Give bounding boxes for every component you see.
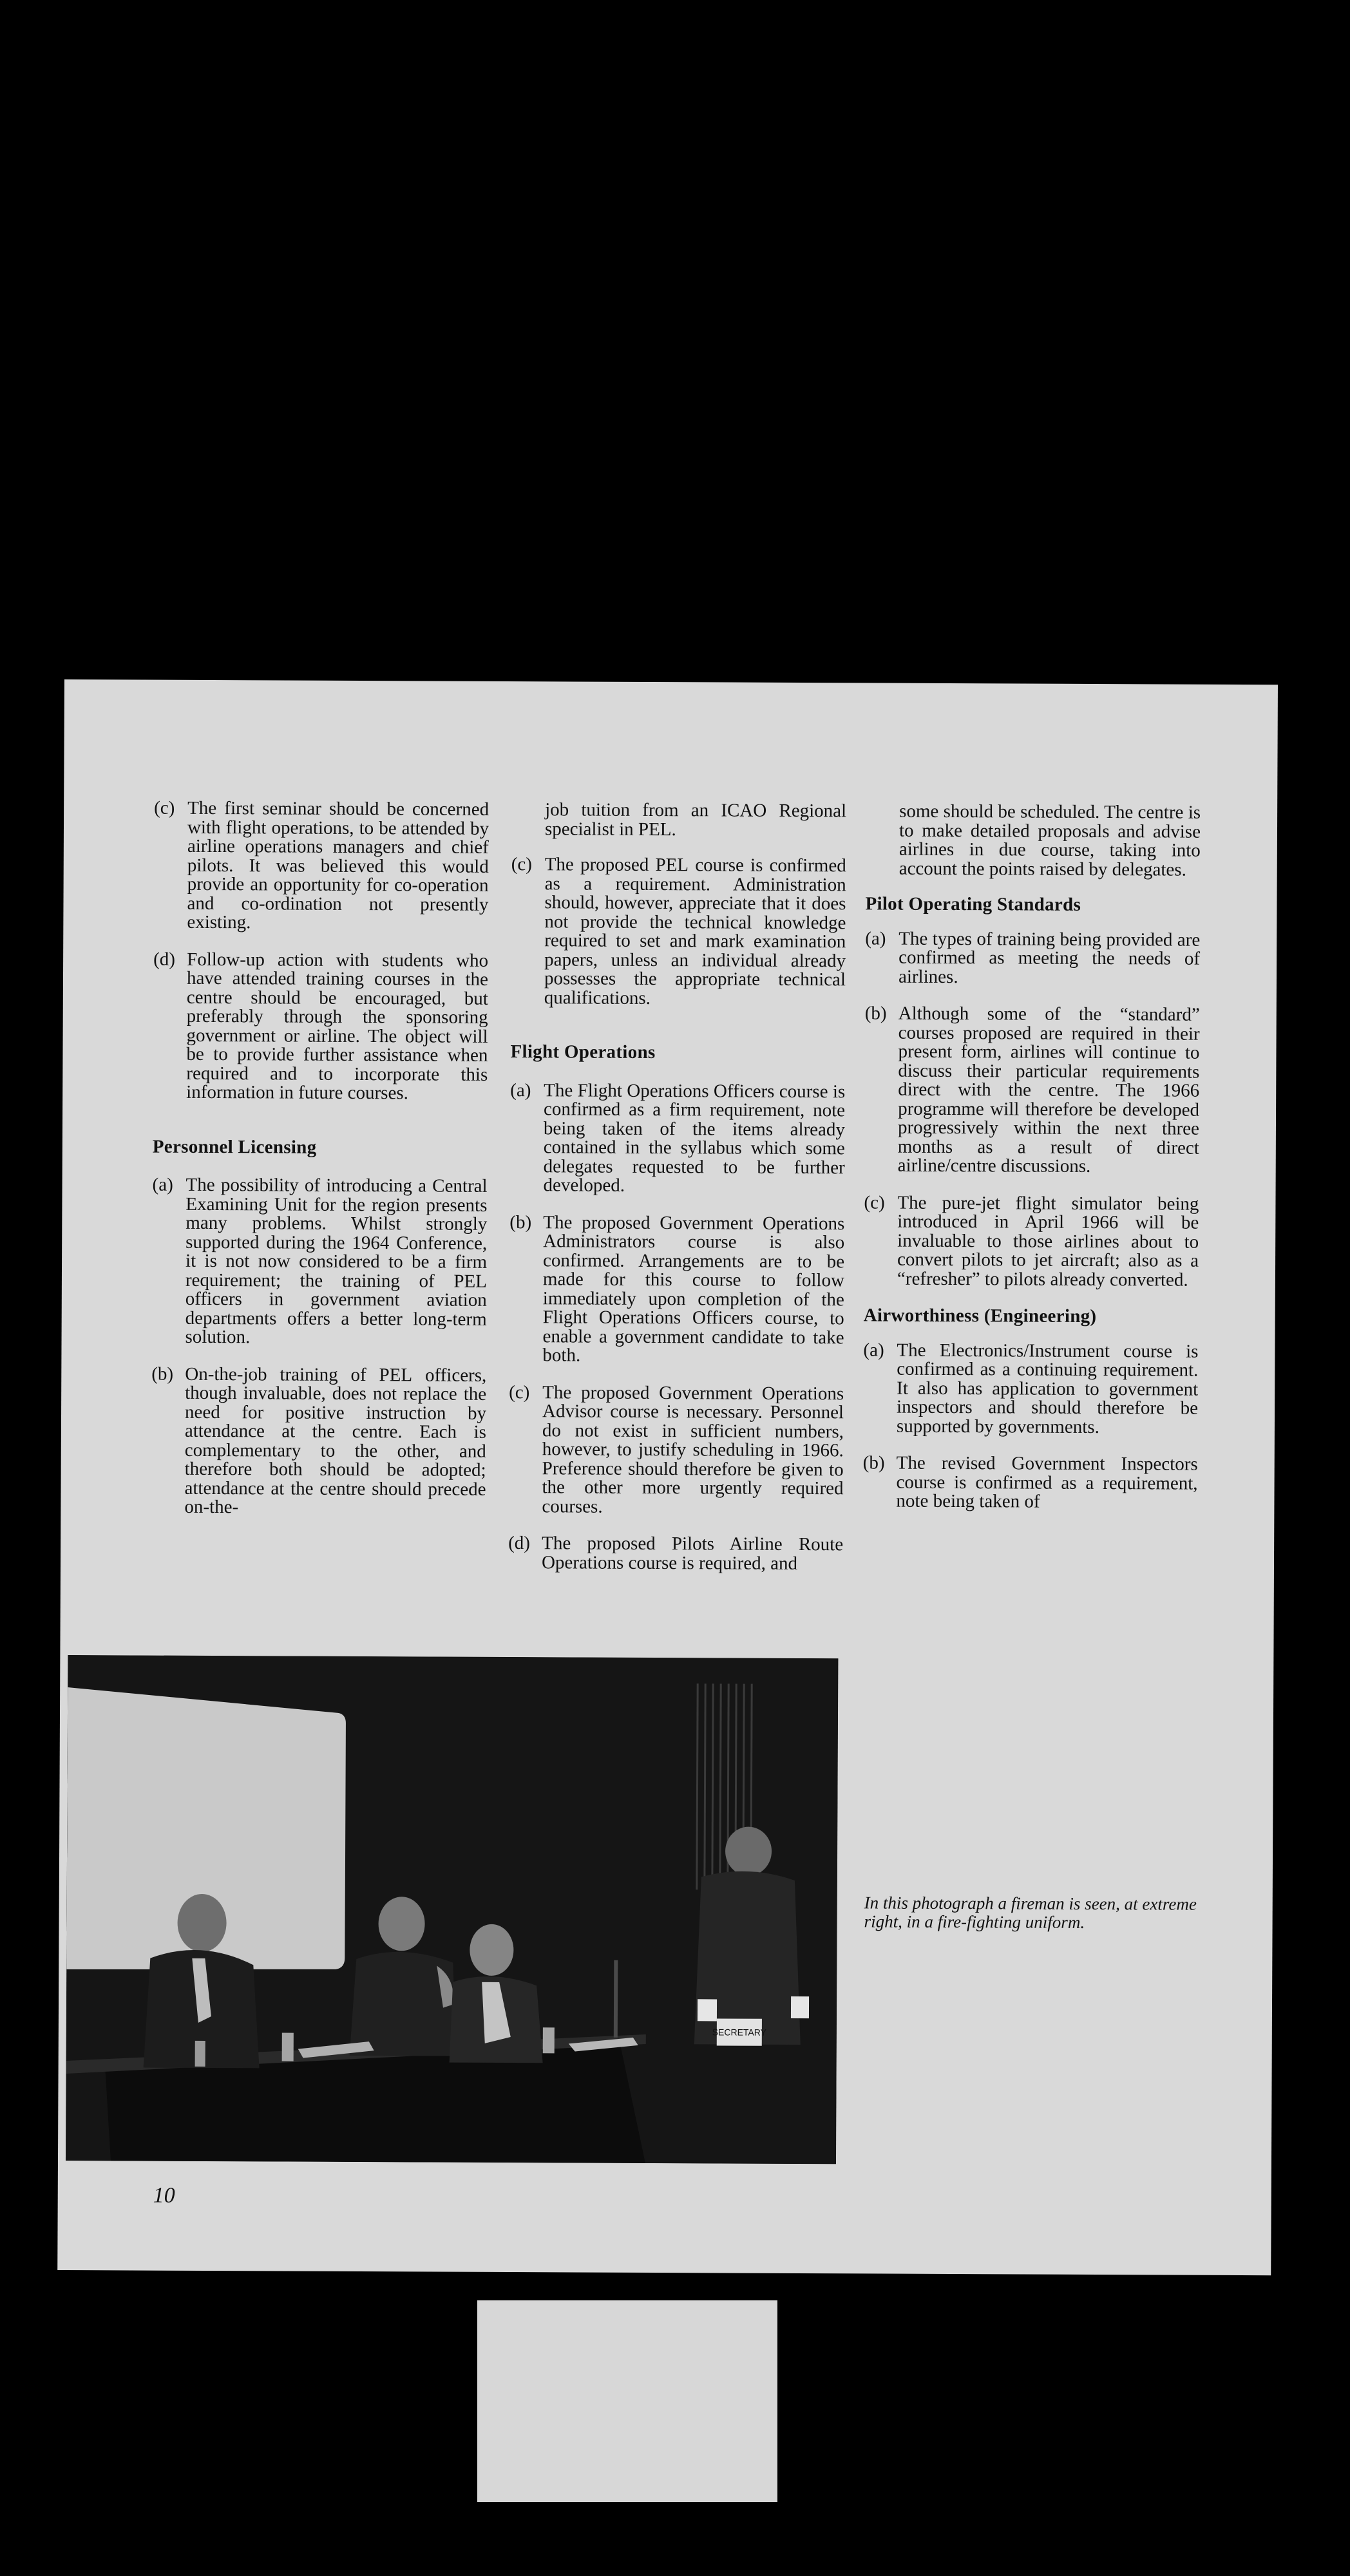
text-run: . (671, 819, 676, 840)
list-item (510, 1081, 846, 1197)
text-run: The proposed (544, 854, 649, 875)
item-text: Follow-up action with students who have attended training courses in the centre should be encouraged, but preferably through the sponsoring government or airline. The object will be to provide further assistance when required and to incorporate this information in future courses. (186, 949, 489, 1104)
list-item (151, 1176, 487, 1349)
list-item (153, 799, 489, 934)
abbreviation: PEL (655, 855, 689, 876)
item-text: The types of training being provided are confirmed as meeting the needs of airlines. (898, 928, 1201, 987)
list-item (865, 929, 1200, 988)
photo-caption: In this photograph a fireman is seen, at extreme right, in a fire-fighting uniform. (864, 1893, 1197, 1932)
list-item (863, 1341, 1199, 1437)
text-run: job tuition from an (545, 799, 709, 821)
item-text: The proposed Pilots Airline Route Operations course is required, and (541, 1533, 844, 1574)
list-item (864, 1193, 1199, 1290)
text-column-2 (508, 800, 846, 1591)
list-item (509, 1213, 844, 1367)
blank-card (477, 2300, 777, 2502)
item-label: (a) (863, 1339, 884, 1361)
item-label: (c) (864, 1191, 885, 1213)
page-number: 10 (153, 2183, 175, 2208)
item-text (184, 1365, 486, 1518)
item-text: The revised Government Inspectors course is confirmed as a requirement, note being taken of (896, 1452, 1198, 1512)
item-label: (a) (510, 1079, 531, 1101)
section-heading: Pilot Operating Standards (865, 893, 1081, 915)
abbreviation: PEL (638, 819, 672, 840)
document-page (57, 679, 1278, 2275)
item-text: Although some of the “standard” courses proposed are required in their present form, airlines will continue to discuss their particular requirements direct with the centre. The 1966 programme will therefore be developed progressively within the next three months as a result of direct airline/centre discussions. (897, 1003, 1200, 1177)
abbreviation: ICAO (721, 800, 767, 821)
text-run: Regional specialist in (544, 800, 847, 840)
item-text: The Electronics/Instrument course is confirmed as a continuing requirement. It also has application to government inspectors and should therefore be supported by governments. (896, 1340, 1199, 1437)
item-label: (a) (865, 927, 886, 949)
item-label: (c) (509, 1381, 530, 1403)
abbreviation: PEL (453, 1271, 487, 1292)
section-heading: Airworthiness (Engineering) (863, 1305, 1097, 1327)
item-label: (b) (862, 1452, 885, 1473)
text-column-3 (862, 802, 1201, 1530)
item-text (544, 855, 846, 1009)
meeting-photograph (66, 1655, 838, 2164)
list-item (511, 855, 846, 1009)
item-label: (a) (152, 1174, 173, 1195)
item-text: The proposed Government Operations Advisor course is necessary. Personnel do not exist in sufficient numbers, however, to justify scheduling in 1966. Preference should therefore be given to the other more urgently required courses. (542, 1381, 844, 1517)
text-run: officers, though invaluable, does not replace the need for positive instruction by attendance at the centre. Each is complementary to the other, and therefore both should be adopted; attendance at the centre should precede on-the- (184, 1364, 487, 1518)
list-item (153, 950, 488, 1103)
text-run: On-the-job training of (185, 1363, 366, 1385)
item-label: (d) (153, 949, 176, 970)
text-column-1 (151, 799, 489, 1537)
item-label: (c) (154, 797, 175, 819)
section-heading: Personnel Licensing (152, 1136, 317, 1158)
list-item (864, 1004, 1200, 1177)
text-run: course is confirmed as a requirement. Administration should, however, appreciate that it does not provide the technical knowledge required to set and mark examination papers, unless an individual already possesses the appropriate technical qualifications. (544, 855, 846, 1009)
item-text: The first seminar should be concerned with flight operations, to be attended by airline operations managers and chief pilots. It was believed this would provide an opportunity for co-operation and co-ordination not presently existing. (187, 797, 490, 933)
section-heading: Flight Operations (510, 1041, 656, 1063)
item-text: The Flight Operations Officers course is confirmed as a firm requirement, note being taken of the items already contained in the syllabus which some delegates requested to be further developed. (543, 1079, 846, 1196)
item-text: The pure-jet flight simulator being introduced in April 1966 will be invaluable to those airlines about to convert pilots to jet aircraft; also as a “refresher” to pilots already converted. (897, 1192, 1199, 1291)
photo-illustration (66, 1655, 838, 2164)
item-text: The proposed Government Operations Administrators course is also confirmed. Arrangements are to be made for this course to follow immediately upon completion of the Flight Operations Officers course, to enable a government candidate to take both. (542, 1211, 845, 1366)
item-label: (b) (509, 1211, 532, 1233)
continued-text: some should be scheduled. The centre is to make detailed proposals and advise airlines in due course, taking into account the points raised by delegates. (898, 800, 1201, 880)
list-item (508, 1534, 843, 1573)
list-item (862, 1454, 1197, 1512)
item-label: (b) (151, 1363, 174, 1385)
list-item (151, 1365, 486, 1518)
abbreviation: PEL (379, 1364, 413, 1385)
item-text (185, 1176, 487, 1349)
item-label: (b) (864, 1003, 887, 1024)
item-label: (c) (511, 854, 533, 875)
text-run: officers in government aviation departments offers a better long-term solution. (185, 1288, 487, 1348)
name-plate: SECRETARY (712, 2027, 767, 2038)
list-item (508, 1383, 844, 1518)
text-run: The possibility of introducing a Central Examining Unit for the region presents many problems. Whilst strongly supported during the 1964 Conference, it is not now considered to be a firm requirement; the training of (185, 1174, 488, 1292)
continued-text (511, 800, 846, 840)
item-label: (d) (508, 1533, 531, 1554)
